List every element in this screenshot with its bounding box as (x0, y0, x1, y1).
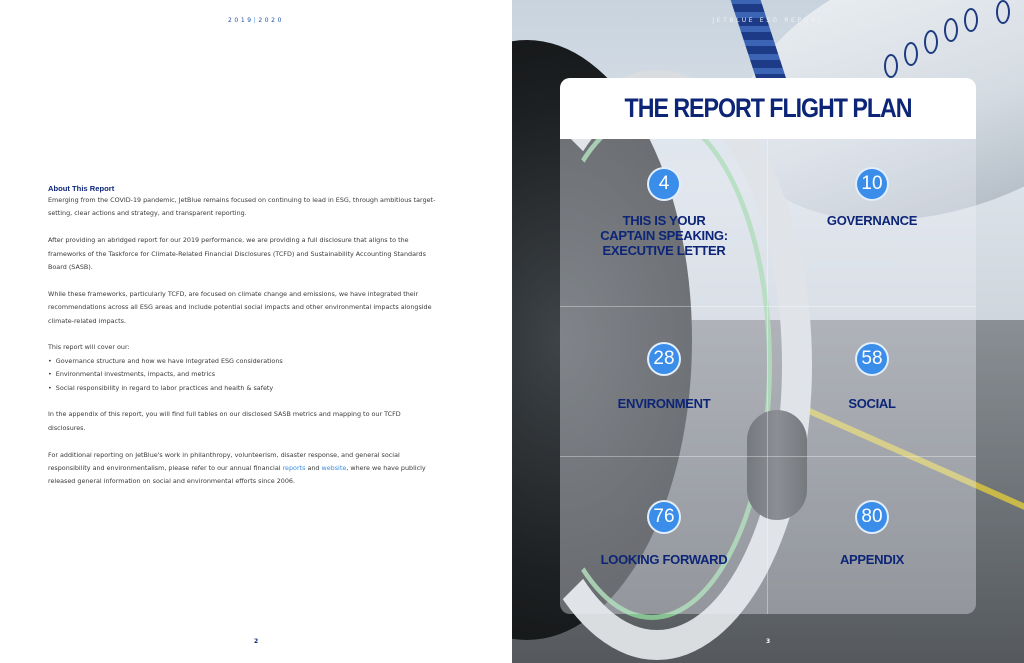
page-badge: 76 (647, 500, 681, 534)
grid-divider (767, 139, 768, 614)
page-header-report: JETBLUE ESG REPORT (712, 17, 824, 24)
paragraph-frameworks: After providing an abridged report for our 2019 performance, we are providing a full disclosure that aligns to the frameworks of the Taskforce for Climate-Related Financial Disclosures (TCFD) and Sustainability Accounting Standards Board (SASB). (48, 236, 426, 272)
grid-divider (560, 456, 976, 457)
year-separator: | (253, 17, 259, 24)
page-number-right: 3 (766, 638, 771, 645)
section-label: APPENDIX (839, 552, 905, 567)
right-page (512, 0, 1024, 663)
paragraph-appendix: In the appendix of this report, you will find full tables on our disclosed SASB metrics and mapping to our TCFD disclosures. (48, 410, 401, 432)
list-item: • Governance structure and how we have integrated ESG considerations (48, 355, 438, 368)
additional-text-3: , where we have publicly released general information on social and environmental efforts since 2006. (48, 464, 426, 486)
year-start: 2019 (228, 17, 254, 24)
section-label: ENVIRONMENT (617, 396, 711, 411)
paragraph-coverage-intro: This report will cover our: (48, 343, 130, 352)
section-appendix[interactable] (772, 500, 972, 567)
list-item: • Environmental investments, impacts, and metrics (48, 368, 438, 381)
additional-text-2: and (305, 464, 322, 473)
section-governance[interactable] (772, 167, 972, 228)
section-label: LOOKING FORWARD (600, 552, 728, 567)
section-social[interactable] (772, 342, 972, 411)
grid-divider (560, 306, 976, 307)
about-heading: About This Report (48, 184, 115, 193)
list-item: • Social responsibility in regard to labor practices and health & safety (48, 382, 438, 395)
section-executive-letter[interactable] (564, 167, 764, 258)
section-environment[interactable] (564, 342, 764, 411)
paragraph-additional (48, 449, 438, 489)
page-title: THE REPORT FLIGHT PLAN (624, 93, 912, 123)
page-badge: 4 (647, 167, 681, 201)
page-badge: 80 (855, 500, 889, 534)
paragraph-integration: While these frameworks, particularly TCFD, are focused on climate change and emissions, we have integrated their recommendations across all ESG areas and include potential social impacts and other environmental impacts alongside climate-related impacts. (48, 289, 432, 325)
coverage-list (48, 355, 438, 395)
flight-plan-card (560, 78, 976, 614)
paragraph-intro: Emerging from the COVID-19 pandemic, JetBlue remains focused on continuing to lead in ESG, through ambitious target-setting, clear actions and strategy, and transparent reporting. (48, 196, 436, 218)
page-number-left: 2 (254, 638, 259, 645)
title-box (560, 78, 976, 139)
page-badge: 10 (855, 167, 889, 201)
section-looking-forward[interactable] (564, 500, 764, 567)
additional-text-1: For additional reporting on JetBlue's work in philanthropy, volunteerism, disaster response, and general social responsibility and environmentalism, please refer to our annual financial (48, 450, 400, 473)
page-badge: 28 (647, 342, 681, 376)
reports-link[interactable]: reports (282, 464, 306, 473)
section-label: GOVERNANCE (826, 213, 918, 228)
year-end: 2020 (258, 17, 284, 24)
section-label: SOCIAL (848, 396, 896, 411)
section-label: THIS IS YOUR CAPTAIN SPEAKING: EXECUTIVE LETTER (600, 213, 728, 258)
page-badge: 58 (855, 342, 889, 376)
page-header-year (0, 17, 512, 24)
about-section (48, 183, 438, 502)
website-link[interactable]: website (321, 464, 347, 473)
